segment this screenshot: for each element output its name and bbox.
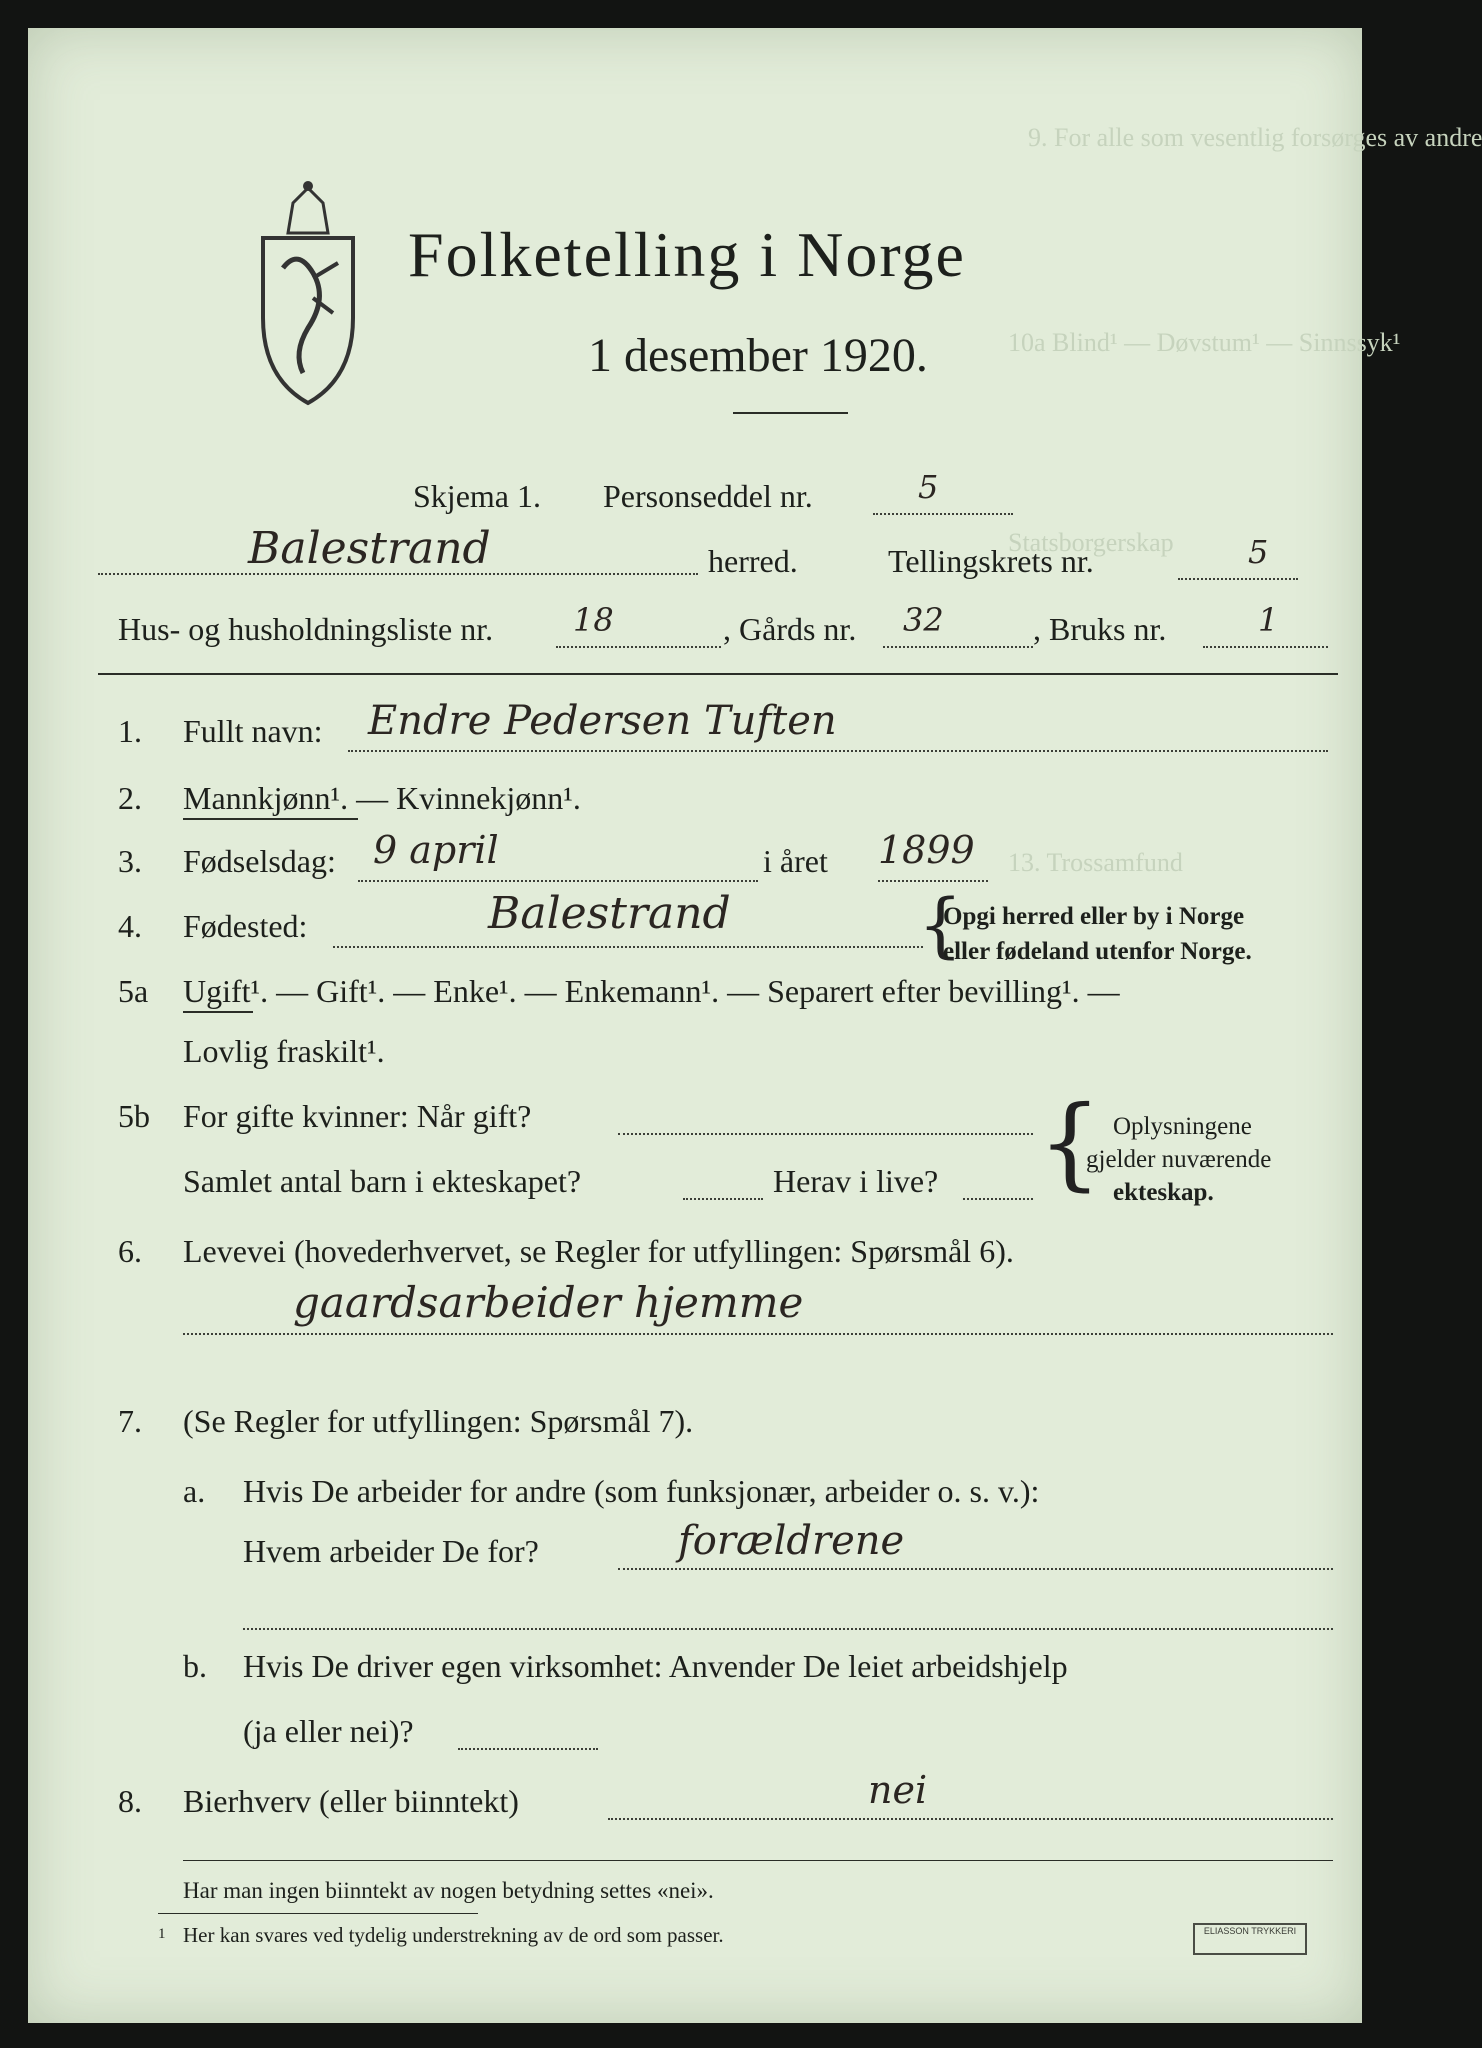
q7a-label: Hvis De arbeider for andre (som funksjonær, arbeider o. s. v.): [243,1473,1040,1509]
q3-label: Fødselsdag: [183,843,336,879]
q6-label: Levevei (hovederhvervet, se Regler for utfyllingen: Spørsmål 6). [183,1233,1014,1269]
bruks-label: , Bruks nr. [1033,611,1167,647]
children-line [683,1198,763,1200]
q7b-label: Hvis De driver egen virksomhet: Anvender De leiet arbeidshjelp [243,1648,1068,1684]
q1-number: 1. [118,713,142,749]
herred-value[interactable]: Balestrand [248,523,491,574]
q1-line [348,750,1328,752]
footnote-mark: 1 [158,1926,166,1942]
q5a-number: 5a [118,973,149,1009]
footnote: Her kan svares ved tydelig understrekning av de ord som passer. [183,1923,724,1947]
footer-note: Har man ingen biinntekt av nogen betydning settes «nei». [183,1878,714,1903]
bruks-value[interactable]: 1 [1258,601,1279,639]
birth-year-value[interactable]: 1899 [878,828,975,872]
birthplace-value[interactable]: Balestrand [488,888,731,939]
q3-line [358,880,758,882]
q7b-label-2: (ja eller nei)? [243,1713,414,1749]
year-label: i året [763,843,828,879]
q4-number: 4. [118,908,142,944]
gards-line [883,646,1033,648]
brace-icon: { [1038,1084,1102,1201]
q5b-children-label: Samlet antal barn i ekteskapet? [183,1163,582,1199]
q7b-letter: b. [183,1648,207,1684]
q4-label: Fødested: [183,908,308,944]
employer-line-2 [243,1628,1333,1630]
q3-number: 3. [118,843,142,879]
bleed-through-text: 13. Trossamfund [1008,848,1183,877]
full-name-value[interactable]: Endre Pedersen Tuften [368,698,837,744]
q2-number: 2. [118,780,142,816]
q5b-note-3: ekteskap. [1113,1179,1214,1206]
schema-label: Skjema 1. [413,478,541,514]
gender-options: Mannkjønn¹. — Kvinnekjønn¹. [183,780,581,816]
footnote-divider [158,1913,478,1914]
q5b-note-2: gjelder nuværende [1086,1146,1272,1173]
bruks-line [1203,646,1328,648]
q4-line [333,946,923,948]
liste-label: Hus- og husholdningsliste nr. [118,611,494,647]
footer-divider [183,1860,1333,1861]
tellingskrets-label: Tellingskrets nr. [888,543,1094,579]
q4-note-2: eller fødeland utenfor Norge. [943,938,1252,965]
tellingskrets-value[interactable]: 5 [1248,533,1269,571]
personseddel-line [873,513,1013,515]
q7-number: 7. [118,1403,142,1439]
liste-value[interactable]: 18 [573,601,614,639]
census-date: 1 desember 1920. [588,329,928,382]
gards-label: , Gårds nr. [723,611,857,647]
printer-stamp: ELIASSON TRYKKERI [1193,1923,1307,1955]
employer-line [618,1568,1333,1570]
coat-of-arms-icon [253,178,363,408]
tellingskrets-line [1178,578,1298,580]
hired-help-line [458,1748,598,1750]
q6-number: 6. [118,1233,142,1269]
q7a-employer-label: Hvem arbeider De for? [243,1533,539,1569]
marital-status-options: Ugift¹. — Gift¹. — Enke¹. — Enkemann¹. — Separert efter bevilling¹. — [183,973,1120,1009]
occupation-value[interactable]: gaardsarbeider hjemme [293,1278,804,1327]
herred-label: herred. [708,543,798,579]
year-line [878,880,988,882]
q5b-number: 5b [118,1098,150,1134]
census-form [28,28,1482,2023]
q8-label: Bierhverv (eller biinntekt) [183,1783,519,1819]
marital-status-options-2: Lovlig fraskilt¹. [183,1033,385,1069]
form-title: Folketelling i Norge [408,219,966,290]
personseddel-value[interactable]: 5 [918,468,939,506]
q8-number: 8. [118,1783,142,1819]
side-income-value[interactable]: nei [868,1768,928,1812]
q7-label: (Se Regler for utfyllingen: Spørsmål 7). [183,1403,694,1439]
liste-line [556,646,721,648]
married-date-line [618,1133,1033,1135]
side-income-line [608,1818,1333,1820]
title-divider [733,412,848,414]
gards-value[interactable]: 32 [903,601,944,639]
bleed-through-text: 10a Blind¹ — Døvstum¹ — Sinnssyk¹ [1008,328,1401,357]
q1-label: Fullt navn: [183,713,323,749]
alive-line [963,1198,1033,1200]
bleed-through-text: 9. For alle som vesentlig forsørges av andre [1028,123,1482,152]
occupation-line [183,1333,1333,1335]
birthday-value[interactable]: 9 april [373,828,499,872]
q5b-alive-label: Herav i live? [773,1163,939,1199]
brace-icon: { [918,884,963,966]
q5b-note-1: Oplysningene [1113,1113,1252,1140]
q7a-letter: a. [183,1473,206,1509]
marital-underline [183,1011,253,1013]
q5b-label: For gifte kvinner: Når gift? [183,1098,532,1134]
gender-underline [183,818,358,820]
bleed-through-text: Statsborgerskap [1008,528,1174,557]
section-divider [98,673,1338,675]
q4-note-1: Opgi herred eller by i Norge [943,903,1245,930]
personseddel-label: Personseddel nr. [603,478,813,514]
employer-value[interactable]: forældrene [678,1518,905,1564]
